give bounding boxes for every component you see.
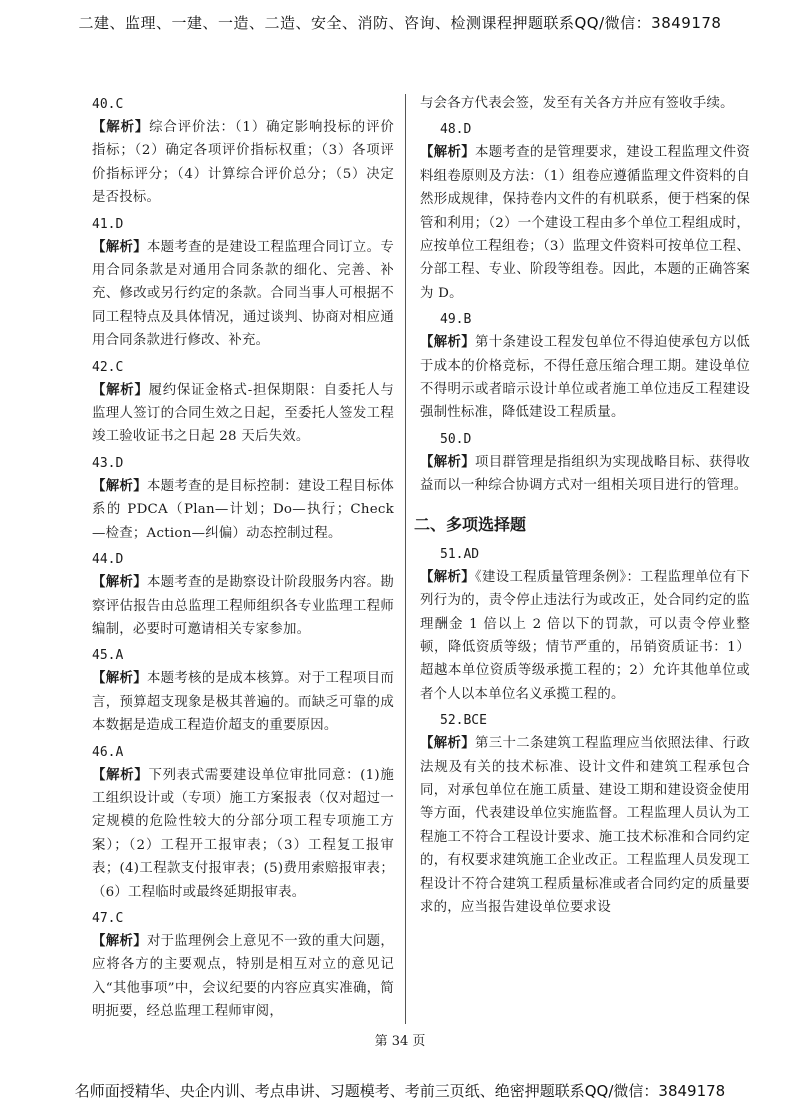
question-number: 52.BCE: [440, 713, 487, 729]
answer-40: [92, 94, 394, 210]
column-divider: [405, 94, 406, 1024]
question-number: 43.D: [92, 455, 124, 471]
answer-explanation: [92, 236, 394, 353]
section-heading: 二、多项选择题: [414, 514, 527, 534]
answer-explanation: [420, 141, 750, 305]
explanation-text: 《建设工程质量管理条例》：工程监理单位有下列行为的，责令停止违法行为或改正，处合同约定的监理酬金 1 倍以上 2 倍以下的罚款，可以责令停业整顿，降低资质等级；情节严重的，吊销资质证书：1）超越本单位资质等级承揽工程的；2）允许其他单位或者个人以本单位名义承揽工程的。: [420, 569, 750, 702]
continuation-text: 与会各方代表会签，发至有关各方并应有签收手续。: [420, 96, 734, 111]
explanation-text: 项目群管理是指组织为实现战略目标、获得收益而以一种综合协调方式对一组相关项目进行的管理。: [420, 454, 751, 494]
analysis-tag: 【解析】: [420, 335, 476, 351]
answer-50: [420, 429, 750, 498]
analysis-tag: 【解析】: [92, 382, 149, 398]
answer-explanation: [420, 566, 750, 706]
top-banner: 二建、监理、一建、一造、二造、安全、消防、咨询、检测课程押题联系QQ/微信：3849178: [78, 14, 722, 32]
answer-47: [92, 908, 394, 1024]
answer-42: [92, 357, 394, 449]
answer-explanation: [92, 930, 394, 1024]
answer-explanation: [420, 331, 750, 425]
analysis-tag: 【解析】: [92, 239, 147, 255]
answer-49: [420, 309, 750, 425]
answer-explanation: [92, 475, 394, 545]
explanation-text: 本题考查的是目标控制：建设工程目标体系的 PDCA（Plan—计划；Do—执行；Check—检查；Action—纠偏）动态控制过程。: [92, 478, 395, 541]
analysis-tag: 【解析】: [420, 569, 475, 585]
left-column: [92, 92, 394, 1028]
explanation-text: 综合评价法：（1）确定影响投标的评价指标；（2）确定各项评价指标权重；（3）各项评价指标评分；（4）计算综合评价总分；（5）决定是否投标。: [92, 120, 395, 206]
answer-explanation: [420, 732, 750, 919]
answer-explanation: [92, 116, 394, 210]
question-number: 41.D: [92, 216, 124, 232]
explanation-text: 本题考查的是管理要求，建设工程监理文件资料组卷原则及方法：（1）组卷应遵循监理文件资料的自然形成规律，保持卷内文件的有机联系，便于档案的保管和利用；（2）一个建设工程由多个单位工程组成时，应按单位工程组卷；（3）监理文件资料可按单位工程、分部工程、专业、阶段等组卷。因此，本题的正确答案为 D。: [420, 145, 751, 301]
question-number: 47.C: [92, 910, 124, 926]
page-number: 第 34 页: [374, 1034, 426, 1049]
answer-45: [92, 645, 394, 737]
explanation-text: 第十条建设工程发包单位不得迫使承包方以低于成本的价格竞标，不得任意压缩合理工期。建设单位不得明示或者暗示设计单位或者施工单位违反工程建设强制性标准，降低建设工程质量。: [420, 335, 751, 421]
question-number: 44.D: [92, 552, 124, 568]
question-number: 48.D: [440, 122, 472, 138]
explanation-text: 本题考查的是勘察设计阶段服务内容。勘察评估报告由总监理工程师组织各专业监理工程师编制，必要时可邀请相关专家参加。: [92, 575, 395, 637]
answer-explanation: [92, 379, 394, 449]
analysis-tag: 【解析】: [92, 120, 150, 135]
explanation-text: 履约保证金格式-担保期限：自委托人与监理人签订的合同生效之日起，至委托人签发工程竣工验收证书之日起 28 天后失效。: [92, 382, 395, 445]
answer-explanation: [420, 451, 750, 498]
answer-explanation: [92, 571, 394, 641]
explanation-text: 本题考核的是成本核算。对于工程项目而言，预算超支现象是极其普遍的。而缺乏可靠的成本数据是造成工程造价超支的重要原因。: [92, 671, 395, 734]
question-number: 45.A: [92, 648, 124, 664]
analysis-tag: 【解析】: [92, 767, 149, 783]
question-number: 46.A: [92, 744, 124, 760]
answer-52: [420, 710, 750, 919]
answer-explanation: [92, 764, 394, 904]
explanation-text: 本题考查的是建设工程监理合同订立。专用合同条款是对通用合同条款的细化、完善、补充、修改或另行约定的条款。合同当事人可根据不同工程特点及具体情况，通过谈判、协商对相应通用合同条款进行修改、补充。: [92, 239, 395, 349]
analysis-tag: 【解析】: [420, 454, 476, 470]
question-number: 40.C: [92, 97, 124, 112]
answer-explanation: [92, 667, 394, 737]
explanation-text: 第三十二条建筑工程监理应当依照法律、行政法规及有关的技术标准、设计文件和建筑工程承包合同，对承包单位在施工质量、建设工期和建设资金使用等方面，代表建设单位实施监督。工程监理人员认为工程施工不符合工程设计要求、施工技术标准和合同约定的，有权要求建筑施工企业改正。工程监理人员发现工程设计不符合建筑工程质量标准或者合同约定的质量要求的，应当报告建设单位要求设: [420, 736, 751, 915]
question-number: 49.B: [440, 312, 472, 328]
answer-48: [420, 119, 750, 305]
analysis-tag: 【解析】: [92, 575, 147, 591]
analysis-tag: 【解析】: [420, 736, 476, 752]
answer-43: [92, 453, 394, 545]
analysis-tag: 【解析】: [92, 933, 147, 949]
answer-41: [92, 214, 394, 353]
answer-46: [92, 742, 394, 904]
question-number: 51.AD: [440, 546, 480, 562]
question-number: 50.D: [440, 431, 472, 447]
bottom-banner: 名师面授精华、央企内训、考点串讲、习题模考、考前三页纸、绝密押题联系QQ/微信：3849178: [74, 1082, 726, 1100]
answer-51: [420, 544, 750, 706]
explanation-text: 对于监理例会上意见不一致的重大问题，应将各方的主要观点，特别是相互对立的意见记入“其他事项”中，会议纪要的内容应真实准确，简明扼要，经总监理工程师审阅，: [92, 933, 395, 1020]
answer-44: [92, 549, 394, 641]
analysis-tag: 【解析】: [92, 671, 147, 687]
analysis-tag: 【解析】: [420, 145, 476, 161]
question-number: 42.C: [92, 359, 124, 375]
explanation-text: 下列表式需要建设单位审批同意：(1)施工组织设计或（专项）施工方案报表（仅对超过一定规模的危险性较大的分部分项工程专项施工方案）；（2）工程开工报审表；（3）工程复工报审表；(4)工程款支付报审表；(5)费用索赔报审表；（6）工程临时或最终延期报审表。: [92, 767, 395, 900]
right-column: [414, 92, 751, 923]
analysis-tag: 【解析】: [92, 478, 147, 494]
